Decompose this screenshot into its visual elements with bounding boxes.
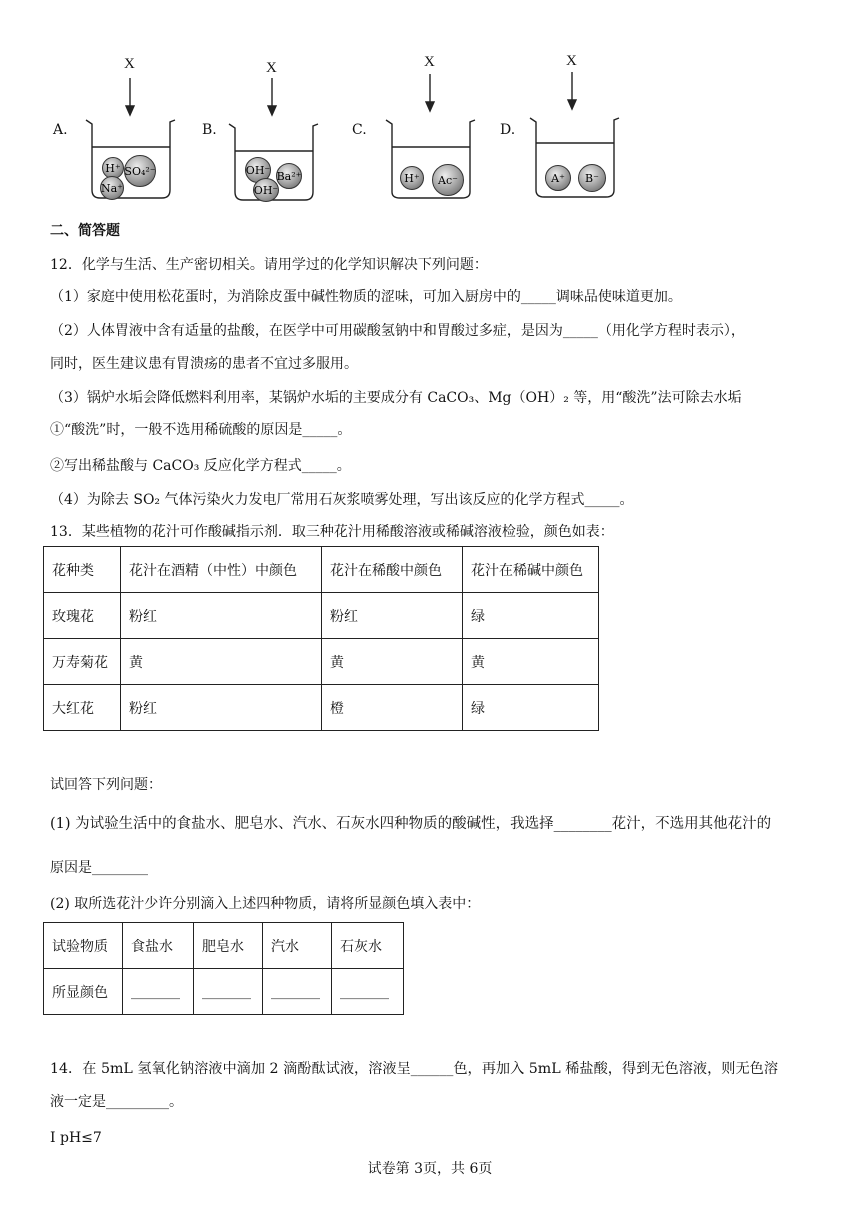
table-header-row [44,923,404,969]
option-c: C. [352,122,367,138]
question-12-part-2: （2）人体胃液中含有适量的盐酸，在医学中可用碳酸氢钠中和胃酸过多症，是因为_____（用化学方程时表示）， [50,323,745,339]
table-header-cell: 石灰水 [332,923,404,969]
question-12-stem: 12．化学与生活、生产密切相关。请用学过的化学知识解决下列问题： [50,257,488,273]
table-cell: 大红花 [44,685,121,731]
table-row [44,593,599,639]
question-14-line-1: 14．在 5mL 氢氧化钠溶液中滴加 2 滴酚酞试液，溶液呈______色，再加入 5mL 稀盐酸，得到无色溶液，则无色溶 [50,1061,779,1077]
table-header-cell: 肥皂水 [194,923,263,969]
question-12-part-3: （3）锅炉水垢会降低燃料利用率，某锅炉水垢的主要成分有 CaCO₃、Mg（OH）₂ 等，用“酸洗”法可除去水垢 [50,390,742,406]
ion-h: H⁺ [102,157,124,179]
table-header-row [44,547,599,593]
table-cell: 粉红 [121,685,322,731]
answer-blank[interactable]: _______ [263,969,332,1015]
option-d: D. [500,122,516,138]
arrow-label-x: X [424,54,435,70]
table-cell: 橙 [322,685,463,731]
question-12-part-4: （4）为除去 SO₂ 气体污染火力发电厂常用石灰浆喷雾处理，写出该反应的化学方程式_____。 [50,492,634,508]
table-header-cell: 花汁在酒精（中性）中颜色 [121,547,322,593]
table-header-cell: 食盐水 [123,923,194,969]
table-row [44,969,404,1015]
ion-oh: OH⁻ [245,157,271,183]
answer-blank[interactable]: _______ [332,969,404,1015]
question-12-part-3-1: ①“酸洗”时，一般不选用稀硫酸的原因是_____。 [50,422,352,438]
color-answer-table [43,922,404,1015]
option-a: A. [53,122,68,138]
ion-ac: Ac⁻ [432,164,464,196]
ion-oh: OH⁻ [253,178,279,202]
arrow-label-x: X [124,56,135,72]
ion-ba: Ba²⁺ [276,163,302,189]
ion-h: H⁺ [400,166,424,190]
section-title: 二、简答题 [50,223,120,239]
answer-blank[interactable]: _______ [123,969,194,1015]
question-13-sub-2: (2) 取所选花汁少许分别滴入上述四种物质，请将所显颜色填入表中： [50,896,481,912]
answer-fragment: I pH≤7 [50,1130,102,1146]
flower-indicator-table [43,546,599,731]
answer-intro: 试回答下列问题： [50,777,162,793]
page-footer: 试卷第 3页，共 6页 [367,1161,493,1177]
table-row [44,639,599,685]
arrow-label-x: X [566,53,577,69]
ion-b: B⁻ [578,164,606,192]
table-cell: 绿 [463,593,599,639]
table-cell: 黄 [463,639,599,685]
question-12-part-2-cont: 同时，医生建议患有胃溃疡的患者不宜过多服用。 [50,356,358,372]
question-12-part-1: （1）家庭中使用松花蛋时，为消除皮蛋中碱性物质的涩味，可加入厨房中的_____调味品使味道更加。 [50,289,682,305]
table-cell: 玫瑰花 [44,593,121,639]
table-header-cell: 花汁在稀碱中颜色 [463,547,599,593]
table-cell: 所显颜色 [44,969,123,1015]
table-cell: 黄 [322,639,463,685]
ion-so4: SO₄²⁻ [124,155,156,187]
table-row [44,685,599,731]
ion-a: A⁺ [545,165,571,191]
question-13-stem: 13．某些植物的花汁可作酸碱指示剂．取三种花汁用稀酸溶液或稀碱溶液检验，颜色如表： [50,524,614,540]
table-header-cell: 花种类 [44,547,121,593]
table-cell: 黄 [121,639,322,685]
question-14-line-2: 液一定是_________。 [50,1094,183,1110]
question-13-sub-1: (1) 为试验生活中的食盐水、肥皂水、汽水、石灰水四种物质的酸碱性，我选择________花汁，不选用其他花汁的 [50,816,772,832]
table-cell: 粉红 [322,593,463,639]
table-cell: 粉红 [121,593,322,639]
answer-blank[interactable]: _______ [194,969,263,1015]
table-header-cell: 试验物质 [44,923,123,969]
table-cell: 绿 [463,685,599,731]
arrow-label-x: X [266,60,277,76]
question-12-part-3-2: ②写出稀盐酸与 CaCO₃ 反应化学方程式_____。 [50,458,351,474]
question-13-sub-1-cont: 原因是________ [50,860,148,876]
option-b: B. [202,122,217,138]
table-cell: 万寿菊花 [44,639,121,685]
ion-na: Na⁺ [100,176,124,200]
table-header-cell: 汽水 [263,923,332,969]
table-header-cell: 花汁在稀酸中颜色 [322,547,463,593]
